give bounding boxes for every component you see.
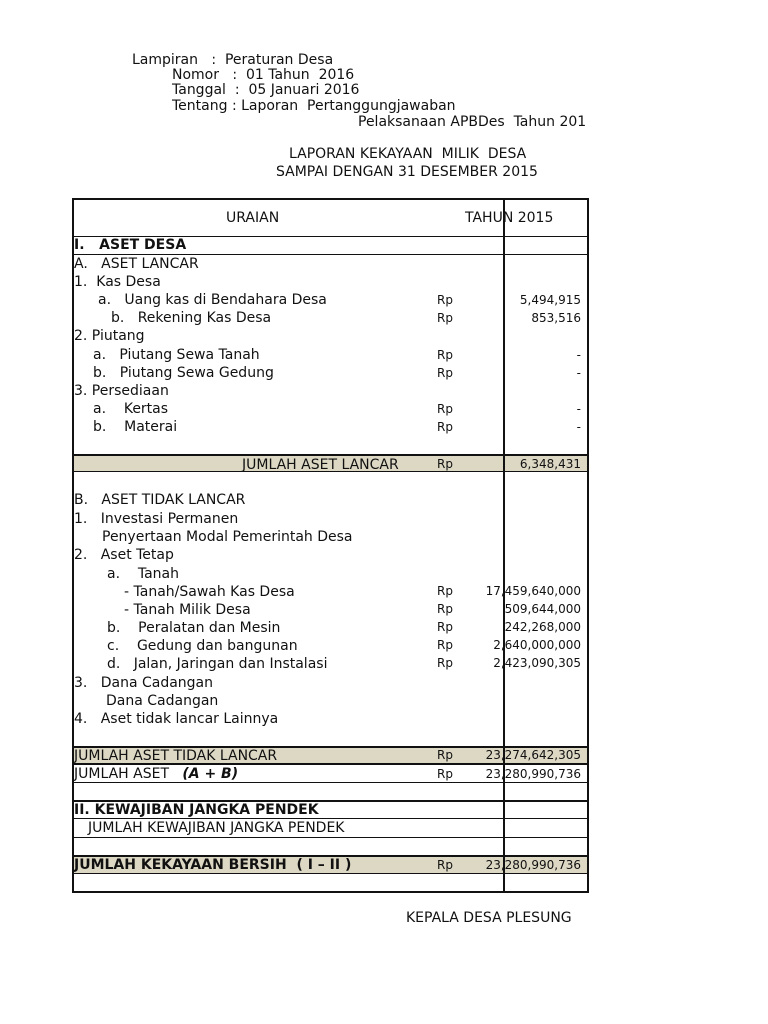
row-penyertaan: Penyertaan Modal Pemerintah Desa: [102, 529, 353, 545]
row-dana-cadangan: 3. Dana Cadangan: [74, 675, 214, 691]
row-aset-desa: I. ASET DESA: [74, 237, 187, 253]
tanggal-line: Tanggal : 05 Januari 2016: [172, 82, 360, 98]
value-piutang-gedung: -: [576, 366, 581, 380]
row-uang-kas: a. Uang kas di Bendahara Desa: [98, 292, 327, 308]
row-gedung: c. Gedung dan bangunan: [107, 638, 298, 654]
row-tanah-milik: - Tanah Milik Desa: [124, 602, 251, 618]
row-piutang-tanah: a. Piutang Sewa Tanah: [93, 347, 260, 363]
jumlah-aset-ab: (A + B): [182, 766, 239, 782]
value-jumlah-aset: 23,280,990,736: [485, 767, 581, 781]
kepala-desa-signature: KEPALA DESA PLESUNG: [406, 910, 572, 926]
currency-label: Rp: [437, 656, 453, 670]
value-jalan: 2,423,090,305: [493, 656, 581, 670]
row-aset-tetap: 2. Aset Tetap: [74, 547, 174, 563]
value-jumlah-aset-tidak-lancar: 23,274,642,305: [485, 748, 581, 762]
column-divider: [503, 200, 505, 891]
value-piutang-tanah: -: [576, 348, 581, 362]
report-title-line1: LAPORAN KEKAYAAN MILIK DESA: [289, 146, 527, 162]
row-jumlah-aset: [74, 765, 238, 783]
tentang-line: Tentang : Laporan Pertanggungjawaban: [172, 98, 456, 114]
row-kertas: a. Kertas: [93, 401, 169, 417]
column-header-tahun: TAHUN 2015: [465, 210, 554, 226]
row-aset-tidak-lancar: B. ASET TIDAK LANCAR: [74, 492, 246, 508]
currency-label: Rp: [437, 348, 453, 362]
row-tanah-sawah: - Tanah/Sawah Kas Desa: [124, 584, 295, 600]
currency-label: Rp: [437, 584, 453, 598]
currency-label: Rp: [437, 402, 453, 416]
currency-label: Rp: [437, 420, 453, 434]
row-peralatan: b. Peralatan dan Mesin: [107, 620, 281, 636]
row-materai: b. Materai: [93, 419, 178, 435]
row-jumlah-aset-tidak-lancar: JUMLAH ASET TIDAK LANCAR: [74, 748, 278, 764]
currency-label: Rp: [437, 457, 453, 471]
value-gedung: 2,640,000,000: [493, 638, 581, 652]
currency-label: Rp: [437, 620, 453, 634]
jumlah-aset-label: JUMLAH ASET: [74, 766, 183, 782]
row-kewajiban: II. KEWAJIBAN JANGKA PENDEK: [74, 802, 319, 818]
lampiran-line: Lampiran : Peraturan Desa: [132, 52, 334, 68]
row-jalan: d. Jalan, Jaringan dan Instalasi: [107, 656, 328, 672]
nomor-line: Nomor : 01 Tahun 2016: [172, 67, 355, 83]
currency-label: Rp: [437, 638, 453, 652]
asset-report-table: [72, 198, 589, 893]
value-rekening: 853,516: [531, 311, 581, 325]
value-materai: -: [576, 420, 581, 434]
row-jumlah-kewajiban: JUMLAH KEWAJIBAN JANGKA PENDEK: [88, 820, 345, 836]
report-title-line2: SAMPAI DENGAN 31 DESEMBER 2015: [276, 164, 538, 180]
value-peralatan: 242,268,000: [504, 620, 581, 634]
value-jumlah-aset-lancar: 6,348,431: [519, 457, 581, 471]
row-aset-lancar: A. ASET LANCAR: [74, 256, 199, 272]
currency-label: Rp: [437, 858, 453, 872]
row-tanah: a. Tanah: [107, 566, 179, 582]
row-aset-lainnya: 4. Aset tidak lancar Lainnya: [74, 711, 279, 727]
column-header-uraian: URAIAN: [226, 210, 280, 226]
row-piutang: 2. Piutang: [74, 328, 145, 344]
currency-label: Rp: [437, 293, 453, 307]
currency-label: Rp: [437, 311, 453, 325]
divider: [74, 837, 587, 838]
row-persediaan: 3. Persediaan: [74, 383, 169, 399]
pelaksanaan-line: Pelaksanaan APBDes Tahun 201: [358, 114, 587, 130]
row-investasi: 1. Investasi Permanen: [74, 511, 239, 527]
value-kertas: -: [576, 402, 581, 416]
row-kas-desa: 1. Kas Desa: [74, 274, 161, 290]
currency-label: Rp: [437, 602, 453, 616]
currency-label: Rp: [437, 366, 453, 380]
row-dana-cadangan-sub: Dana Cadangan: [106, 693, 219, 709]
row-jumlah-aset-lancar: JUMLAH ASET LANCAR: [242, 457, 399, 473]
row-piutang-gedung: b. Piutang Sewa Gedung: [93, 365, 274, 381]
value-tanah-sawah: 17,459,640,000: [485, 584, 581, 598]
currency-label: Rp: [437, 767, 453, 781]
value-uang-kas: 5,494,915: [519, 293, 581, 307]
row-rekening: b. Rekening Kas Desa: [111, 310, 272, 326]
row-kekayaan-bersih: JUMLAH KEKAYAAN BERSIH ( I – II ): [74, 857, 352, 873]
value-tanah-milik: 509,644,000: [504, 602, 581, 616]
value-kekayaan-bersih: 23,280,990,736: [485, 858, 581, 872]
currency-label: Rp: [437, 748, 453, 762]
